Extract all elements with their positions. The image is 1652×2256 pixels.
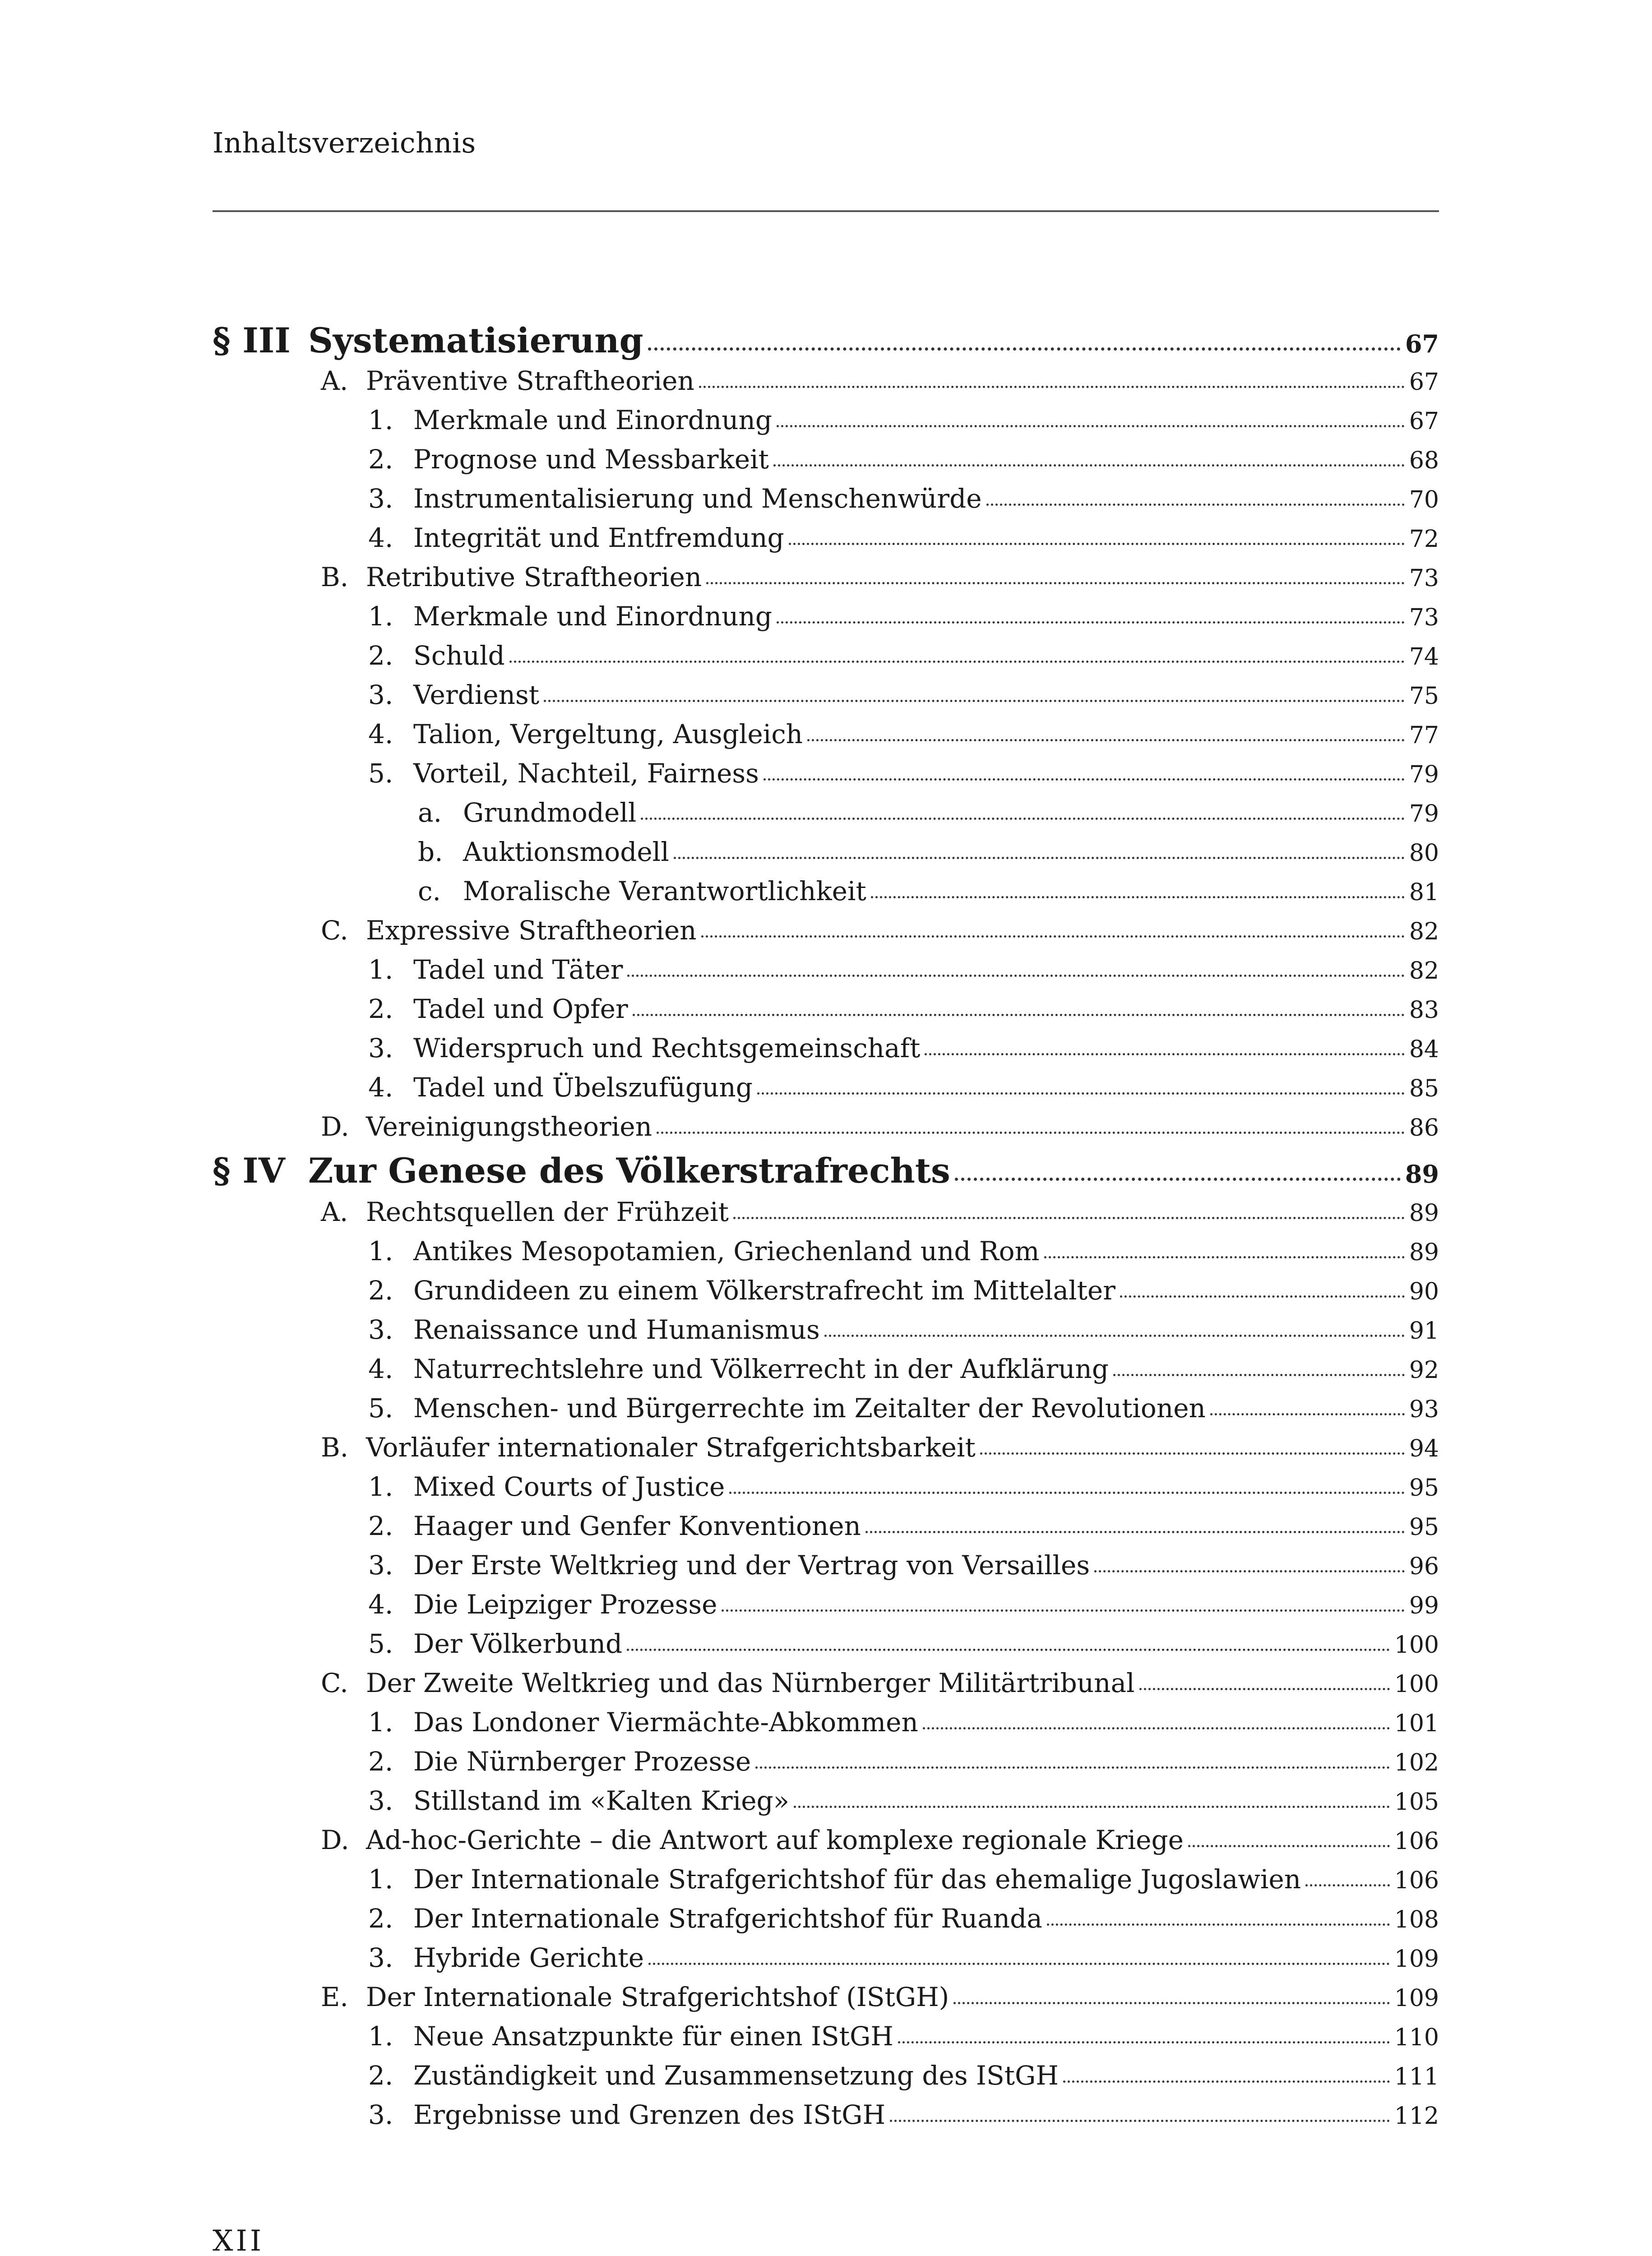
toc-entry-number: 5. (368, 1628, 393, 1659)
toc-entry-page: 73 (1409, 604, 1439, 631)
toc-entry-page: 73 (1409, 565, 1439, 592)
toc-entry[interactable] (213, 1236, 1439, 1272)
toc-dot-leader (757, 1092, 1405, 1095)
page-folio: XII (213, 2224, 264, 2256)
toc-entry-title: Zuständigkeit und Zusammensetzung des IStGH (413, 2060, 1059, 2091)
toc-dot-leader (980, 1452, 1405, 1455)
toc-dot-leader (674, 857, 1405, 859)
toc-entry-title: Systematisierung (308, 320, 643, 361)
toc-chapter-entry[interactable] (213, 320, 1439, 363)
toc-entry-number: 4. (368, 522, 393, 553)
toc-dot-leader (1210, 1413, 1405, 1415)
toc-dot-leader (871, 896, 1405, 898)
toc-dot-leader (627, 975, 1404, 977)
toc-entry-page: 82 (1409, 918, 1439, 945)
toc-entry-page: 100 (1394, 1671, 1439, 1698)
toc-entry-title: Renaissance und Humanismus (413, 1314, 820, 1345)
toc-entry-page: 84 (1409, 1036, 1439, 1063)
toc-entry-number: c. (418, 876, 441, 906)
toc-dot-leader (1063, 2080, 1390, 2083)
toc-entry-number: 1. (368, 601, 393, 632)
toc-dot-leader (955, 1178, 1401, 1181)
toc-entry-page: 81 (1409, 879, 1439, 906)
toc-entry-number: 3. (368, 483, 393, 514)
toc-entry[interactable] (213, 719, 1439, 755)
toc-entry[interactable] (213, 1197, 1439, 1233)
toc-dot-leader (777, 621, 1405, 624)
toc-entry[interactable] (213, 1785, 1439, 1821)
toc-entry-page: 111 (1394, 2063, 1439, 2090)
toc-entry[interactable] (213, 1628, 1439, 1664)
toc-entry-page: 70 (1409, 486, 1439, 513)
toc-entry-page: 77 (1409, 722, 1439, 749)
toc-entry-page: 79 (1409, 800, 1439, 828)
toc-entry-page: 101 (1394, 1710, 1439, 1737)
toc-entry-page: 86 (1409, 1114, 1439, 1142)
toc-dot-leader (544, 700, 1405, 702)
toc-dot-leader (794, 1806, 1390, 1808)
toc-entry-page: 68 (1409, 447, 1439, 474)
toc-dot-leader (1094, 1570, 1405, 1572)
toc-entry-title: Der Völkerbund (413, 1628, 623, 1659)
toc-entry-title: Schuld (413, 640, 505, 671)
toc-entry-title: Prognose und Messbarkeit (413, 444, 769, 475)
toc-entry[interactable] (213, 1589, 1439, 1625)
toc-entry-title: Stillstand im «Kalten Krieg» (413, 1785, 790, 1816)
toc-dot-leader (807, 739, 1405, 741)
toc-dot-leader (898, 2041, 1390, 2043)
toc-entry-number: 1. (368, 1471, 393, 1502)
toc-entry[interactable] (213, 601, 1439, 637)
toc-entry[interactable] (213, 1275, 1439, 1311)
toc-entry-number: A. (321, 365, 348, 396)
toc-entry-title: Expressive Straftheorien (366, 915, 697, 946)
toc-dot-leader (699, 386, 1405, 388)
toc-dot-leader (789, 543, 1405, 545)
toc-dot-leader (641, 818, 1404, 820)
toc-dot-leader (1113, 1374, 1405, 1376)
toc-entry[interactable] (213, 876, 1439, 912)
toc-entry-page: 102 (1394, 1749, 1439, 1776)
toc-entry-number: 3. (368, 1942, 393, 1973)
running-head-title: Inhaltsverzeichnis (213, 126, 476, 159)
toc-entry-title: Mixed Courts of Justice (413, 1471, 725, 1502)
toc-entry-title: Antikes Mesopotamien, Griechenland und Rom (413, 1236, 1040, 1267)
toc-entry-title: Retributive Straftheorien (366, 562, 702, 592)
toc-entry[interactable] (213, 1393, 1439, 1429)
toc-entry-title: Moralische Verantwortlichkeit (463, 876, 866, 906)
toc-entry-title: Neue Ansatzpunkte für einen IStGH (413, 2021, 893, 2052)
toc-entry[interactable] (213, 1111, 1439, 1147)
toc-entry-title: Merkmale und Einordnung (413, 405, 772, 435)
toc-entry-number: 3. (368, 1550, 393, 1581)
toc-entry-number: b. (418, 837, 443, 867)
toc-entry[interactable] (213, 1982, 1439, 2018)
toc-entry[interactable] (213, 1511, 1439, 1547)
toc-dot-leader (865, 1531, 1405, 1533)
toc-entry-page: 95 (1409, 1514, 1439, 1541)
toc-entry-page: 106 (1394, 1828, 1439, 1855)
toc-entry-number: 2. (368, 1511, 393, 1541)
toc-entry[interactable] (213, 1668, 1439, 1704)
toc-entry-page: 105 (1394, 1789, 1439, 1816)
toc-entry[interactable] (213, 1471, 1439, 1507)
toc-entry-number: 2. (368, 994, 393, 1024)
toc-entry[interactable] (213, 2099, 1439, 2136)
toc-entry[interactable] (213, 444, 1439, 480)
toc-entry[interactable] (213, 837, 1439, 873)
toc-entry-number: C. (321, 915, 348, 946)
toc-entry-title: Instrumentalisierung und Menschenwürde (413, 483, 982, 514)
toc-entry[interactable] (213, 680, 1439, 716)
toc-dot-leader (755, 1766, 1390, 1769)
toc-entry-title: Der Erste Weltkrieg und der Vertrag von Versailles (413, 1550, 1090, 1581)
toc-entry[interactable] (213, 365, 1439, 402)
toc-entry-number: § IV (213, 1151, 285, 1191)
toc-entry-number: 4. (368, 1072, 393, 1103)
toc-entry-title: Zur Genese des Völkerstrafrechts (308, 1151, 950, 1191)
toc-entry-page: 80 (1409, 840, 1439, 867)
toc-entry-page: 99 (1409, 1592, 1439, 1619)
toc-entry-page: 93 (1409, 1396, 1439, 1423)
toc-entry-number: a. (418, 797, 442, 828)
toc-entry[interactable] (213, 1707, 1439, 1743)
toc-entry-page: 89 (1405, 1160, 1439, 1188)
toc-entry-title: Die Leipziger Prozesse (413, 1589, 717, 1620)
toc-entry-page: 94 (1409, 1435, 1439, 1462)
toc-entry-page: 83 (1409, 997, 1439, 1024)
toc-entry-page: 82 (1409, 957, 1439, 985)
toc-entry-number: B. (321, 1432, 349, 1463)
toc-entry[interactable] (213, 758, 1439, 794)
toc-dot-leader (648, 347, 1401, 351)
toc-entry-title: Der Internationale Strafgerichtshof für Ruanda (413, 1903, 1042, 1934)
toc-entry-page: 96 (1409, 1553, 1439, 1580)
toc-dot-leader (733, 1217, 1405, 1219)
toc-entry-page: 108 (1394, 1906, 1439, 1933)
toc-entry[interactable] (213, 994, 1439, 1030)
toc-dot-leader (764, 778, 1405, 781)
toc-entry[interactable] (213, 1903, 1439, 1939)
toc-dot-leader (923, 1727, 1390, 1729)
toc-entry[interactable] (213, 562, 1439, 598)
toc-entry[interactable] (213, 1825, 1439, 1861)
toc-entry-number: 1. (368, 954, 393, 985)
toc-entry-page: 72 (1409, 526, 1439, 553)
toc-entry-number: 2. (368, 1903, 393, 1934)
toc-entry-number: 4. (368, 1589, 393, 1620)
toc-entry-number: § III (213, 320, 291, 361)
toc-entry[interactable] (213, 1033, 1439, 1069)
toc-entry[interactable] (213, 483, 1439, 519)
toc-dot-leader (1188, 1845, 1390, 1847)
toc-entry-number: 5. (368, 1393, 393, 1424)
toc-entry-title: Präventive Straftheorien (366, 365, 694, 396)
toc-dot-leader (925, 1053, 1404, 1055)
toc-entry-number: 3. (368, 680, 393, 710)
toc-entry[interactable] (213, 1354, 1439, 1390)
toc-entry[interactable] (213, 1864, 1439, 1900)
toc-entry-number: 3. (368, 1314, 393, 1345)
toc-entry-number: 3. (368, 1785, 393, 1816)
toc-entry-title: Vorläufer internationaler Strafgerichtsbarkeit (366, 1432, 976, 1463)
toc-dot-leader (722, 1609, 1404, 1612)
toc-dot-leader (509, 661, 1405, 663)
toc-entry[interactable] (213, 1746, 1439, 1782)
toc-dot-leader (986, 504, 1405, 506)
toc-entry-page: 100 (1394, 1632, 1439, 1659)
toc-entry-title: Das Londoner Viermächte-Abkommen (413, 1707, 918, 1738)
toc-entry-title: Der Internationale Strafgerichtshof für das ehemalige Jugoslawien (413, 1864, 1301, 1895)
toc-entry-title: Verdienst (413, 680, 540, 710)
toc-entry-number: A. (321, 1197, 348, 1227)
toc-entry-page: 75 (1409, 683, 1439, 710)
toc-dot-leader (648, 1963, 1390, 1965)
toc-entry-title: Naturrechtslehre und Völkerrecht in der Aufklärung (413, 1354, 1109, 1384)
toc-dot-leader (1139, 1688, 1390, 1690)
toc-entry-number: 1. (368, 1707, 393, 1738)
toc-entry-page: 90 (1409, 1278, 1439, 1305)
toc-entry-title: Hybride Gerichte (413, 1942, 644, 1973)
toc-entry-title: Menschen- und Bürgerrechte im Zeitalter der Revolutionen (413, 1393, 1206, 1424)
toc-entry-page: 67 (1409, 408, 1439, 435)
toc-entry-title: Vorteil, Nachteil, Fairness (413, 758, 759, 789)
toc-entry-page: 89 (1409, 1200, 1439, 1227)
toc-chapter-entry[interactable] (213, 1151, 1439, 1193)
toc-dot-leader (1044, 1256, 1405, 1258)
toc-entry[interactable] (213, 797, 1439, 833)
toc-entry-title: Grundideen zu einem Völkerstrafrecht im Mittelalter (413, 1275, 1115, 1306)
toc-entry-number: 2. (368, 1746, 393, 1777)
toc-dot-leader (627, 1649, 1390, 1651)
toc-entry-number: 1. (368, 2021, 393, 2052)
toc-dot-leader (729, 1492, 1405, 1494)
toc-entry-number: 2. (368, 2060, 393, 2091)
toc-entry-number: B. (321, 562, 349, 592)
toc-entry-title: Vereinigungstheorien (366, 1111, 652, 1142)
toc-entry[interactable] (213, 915, 1439, 951)
toc-entry-page: 74 (1409, 643, 1439, 670)
toc-dot-leader (701, 935, 1405, 938)
toc-dot-leader (953, 2002, 1389, 2004)
toc-entry[interactable] (213, 2021, 1439, 2057)
toc-entry-title: Auktionsmodell (463, 837, 669, 867)
toc-entry-number: D. (321, 1111, 349, 1142)
toc-entry-title: Talion, Vergeltung, Ausgleich (413, 719, 803, 749)
toc-entry-number: 1. (368, 405, 393, 435)
toc-dot-leader (657, 1132, 1405, 1134)
toc-entry[interactable] (213, 1550, 1439, 1586)
toc-entry-page: 110 (1394, 2024, 1439, 2051)
toc-entry-title: Rechtsquellen der Frühzeit (366, 1197, 729, 1227)
toc-dot-leader (773, 464, 1405, 467)
toc-entry-number: 1. (368, 1864, 393, 1895)
toc-entry-number: D. (321, 1825, 349, 1855)
toc-entry-number: 4. (368, 719, 393, 749)
toc-entry-title: Grundmodell (463, 797, 637, 828)
toc-entry-number: E. (321, 1982, 348, 2012)
toc-entry-page: 91 (1409, 1318, 1439, 1345)
toc-entry-page: 109 (1394, 1985, 1439, 2012)
toc-entry-number: 3. (368, 2099, 393, 2130)
toc-entry-title: Ad-hoc-Gerichte – die Antwort auf komplexe regionale Kriege (366, 1825, 1184, 1855)
toc-entry-number: 2. (368, 444, 393, 475)
toc-dot-leader (1305, 1884, 1390, 1886)
toc-entry[interactable] (213, 2060, 1439, 2096)
toc-entry-number: 4. (368, 1354, 393, 1384)
toc-dot-leader (890, 2120, 1390, 2122)
toc-entry-title: Widerspruch und Rechtsgemeinschaft (413, 1033, 921, 1063)
toc-entry-page: 112 (1394, 2103, 1439, 2130)
toc-entry-number: 5. (368, 758, 393, 789)
toc-entry-page: 95 (1409, 1475, 1439, 1502)
toc-entry-page: 85 (1409, 1075, 1439, 1102)
header-divider (213, 210, 1439, 212)
toc-entry-page: 79 (1409, 761, 1439, 788)
toc-entry-title: Merkmale und Einordnung (413, 601, 772, 632)
toc-entry[interactable] (213, 640, 1439, 676)
toc-entry-title: Der Internationale Strafgerichtshof (IStGH) (366, 1982, 949, 2012)
toc-entry-title: Ergebnisse und Grenzen des IStGH (413, 2099, 886, 2130)
toc-entry[interactable] (213, 1314, 1439, 1350)
toc-dot-leader (633, 1014, 1405, 1016)
toc-entry[interactable] (213, 522, 1439, 559)
toc-entry[interactable] (213, 1072, 1439, 1108)
toc-entry-title: Tadel und Übelszufügung (413, 1072, 753, 1103)
toc-dot-leader (706, 582, 1405, 584)
toc-entry-title: Die Nürnberger Prozesse (413, 1746, 751, 1777)
toc-entry-number: 2. (368, 1275, 393, 1306)
toc-entry-title: Tadel und Täter (413, 954, 623, 985)
toc-dot-leader (777, 425, 1405, 427)
toc-dot-leader (1047, 1923, 1390, 1926)
toc-entry-page: 89 (1409, 1239, 1439, 1266)
toc-entry-page: 109 (1394, 1946, 1439, 1973)
toc-entry-title: Integrität und Entfremdung (413, 522, 784, 553)
toc-entry[interactable] (213, 954, 1439, 990)
toc-dot-leader (824, 1335, 1405, 1337)
toc-entry[interactable] (213, 1942, 1439, 1979)
toc-entry[interactable] (213, 405, 1439, 441)
toc-entry-number: 2. (368, 640, 393, 671)
toc-entry-page: 92 (1409, 1357, 1439, 1384)
toc-entry-page: 67 (1405, 329, 1439, 358)
toc-entry[interactable] (213, 1432, 1439, 1468)
toc-entry-page: 67 (1409, 369, 1439, 396)
toc-entry-number: 3. (368, 1033, 393, 1063)
toc-entry-number: 1. (368, 1236, 393, 1267)
toc-dot-leader (1120, 1295, 1405, 1298)
toc-entry-title: Haager und Genfer Konventionen (413, 1511, 861, 1541)
toc-entry-title: Der Zweite Weltkrieg und das Nürnberger Militärtribunal (366, 1668, 1135, 1698)
toc-entry-page: 106 (1394, 1867, 1439, 1894)
toc-entry-number: C. (321, 1668, 348, 1698)
toc-entry-title: Tadel und Opfer (413, 994, 628, 1024)
